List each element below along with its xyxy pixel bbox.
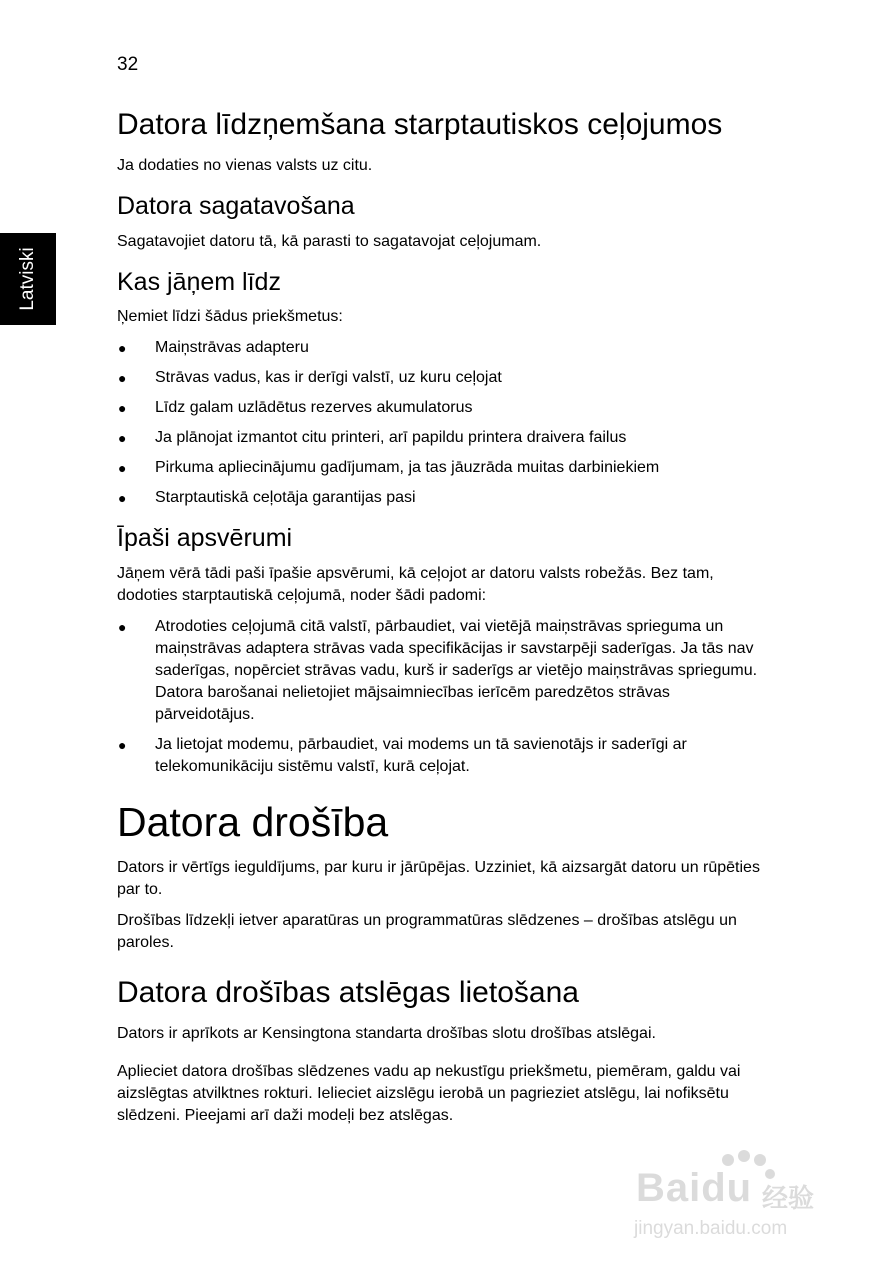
watermark-brand: Baidu: [636, 1166, 753, 1210]
list-item-text: Ja lietojat modemu, pārbaudiet, vai modems un tā savienotājs ir saderīgi ar telekomunikāciju sistēmu valstī, kurā ceļojat.: [155, 735, 687, 775]
bullet-icon: ●: [118, 736, 127, 753]
list-item-text: Līdz galam uzlādētus rezerves akumulatorus: [155, 399, 473, 416]
heading-preparing-computer: Datora sagatavošana: [117, 192, 355, 220]
lock-paragraph-1: Dators ir aprīkots ar Kensingtona standarta drošības slotu drošības atslēgai.: [117, 1024, 656, 1042]
heading-what-to-bring: Kas jāņem līdz: [117, 267, 281, 296]
list-item: [117, 367, 767, 389]
heading-computer-security: Datora drošība: [117, 798, 389, 845]
security-paragraph-1: Dators ir vērtīgs ieguldījums, par kuru ir jārūpējas. Uzziniet, kā aizsargāt datoru un rūpēties par to.: [117, 858, 760, 898]
special-intro-paragraph: Jāņem vērā tādi paši īpašie apsvērumi, kā ceļojot ar datoru valsts robežās. Bez tam, dodoties starptautiskā ceļojumā, noder šādi padomi:: [117, 564, 714, 604]
language-side-tab-label: Latviski: [17, 247, 38, 311]
list-item: [117, 427, 767, 449]
list-item: [117, 457, 767, 479]
page-number: 32: [117, 54, 139, 75]
list-item: [117, 337, 767, 359]
lock-paragraph-2: Aplieciet datora drošības slēdzenes vadu ap nekustīgu priekšmetu, piemēram, galdu vai aizslēgtas atvilktnes rokturi. Ielieciet aizslēgu ierobā un pagrieziet atslēgu, lai nofiksētu slēdzeni. Pieejami arī daži modeļi bez atslēgas.: [117, 1062, 741, 1124]
list-item-text: Pirkuma apliecinājumu gadījumam, ja tas jāuzrāda muitas darbiniekiem: [155, 459, 660, 476]
bullet-icon: ●: [118, 618, 127, 635]
baidu-watermark: [632, 1148, 842, 1248]
language-side-tab: [0, 233, 56, 325]
bullet-icon: ●: [118, 340, 127, 356]
list-item-text: Maiņstrāvas adapteru: [155, 339, 309, 356]
heading-international-travel: Datora līdzņemšana starptautiskos ceļojumos: [117, 108, 723, 141]
list-item: [117, 734, 767, 778]
heading-security-lock: Datora drošības atslēgas lietošana: [117, 975, 579, 1009]
list-item: [117, 487, 767, 509]
bullet-icon: ●: [118, 370, 127, 386]
bullet-icon: ●: [118, 430, 127, 446]
bullet-icon: ●: [118, 400, 127, 416]
heading-special-considerations: Īpaši apsvērumi: [117, 524, 293, 552]
list-item-text: Ja plānojat izmantot citu printeri, arī papildu printera draivera failus: [155, 429, 627, 446]
list-item: [117, 397, 767, 419]
intro-paragraph: Ja dodaties no vienas valsts uz citu.: [117, 157, 373, 174]
list-item-text: Strāvas vadus, kas ir derīgi valstī, uz kuru ceļojat: [155, 369, 502, 386]
list-item: [117, 616, 767, 726]
watermark-jingyan: 经验: [762, 1183, 815, 1213]
bring-intro-paragraph: Ņemiet līdzi šādus priekšmetus:: [117, 308, 343, 325]
special-list: [117, 616, 767, 778]
list-item-text: Atrodoties ceļojumā citā valstī, pārbaudiet, vai vietējā maiņstrāvas sprieguma un maiņstrāvas adaptera strāvas vada specifikācijas ir savstarpēji saderīgas. Ja tās nav saderīgas, nopērciet strāvas vadu, kurš ir saderīgs ar vietējo maiņstrāvas spriegumu. Datora barošanai nelietojiet mājsaimniecības ierīcēm paredzētos strāvas pārveidotājus.: [155, 617, 758, 723]
security-paragraph-2: Drošības līdzekļi ietver aparatūras un programmatūras slēdzenes – drošības atslēgu un paroles.: [117, 911, 737, 951]
bullet-icon: ●: [118, 460, 127, 476]
bullet-icon: ●: [118, 490, 127, 506]
page-content: [117, 108, 767, 1136]
list-item-text: Starptautiskā ceļotāja garantijas pasi: [155, 489, 416, 506]
watermark-url: jingyan.baidu.com: [634, 1218, 788, 1239]
bring-list: [117, 337, 767, 509]
preparing-paragraph: Sagatavojiet datoru tā, kā parasti to sagatavojat ceļojumam.: [117, 232, 542, 250]
